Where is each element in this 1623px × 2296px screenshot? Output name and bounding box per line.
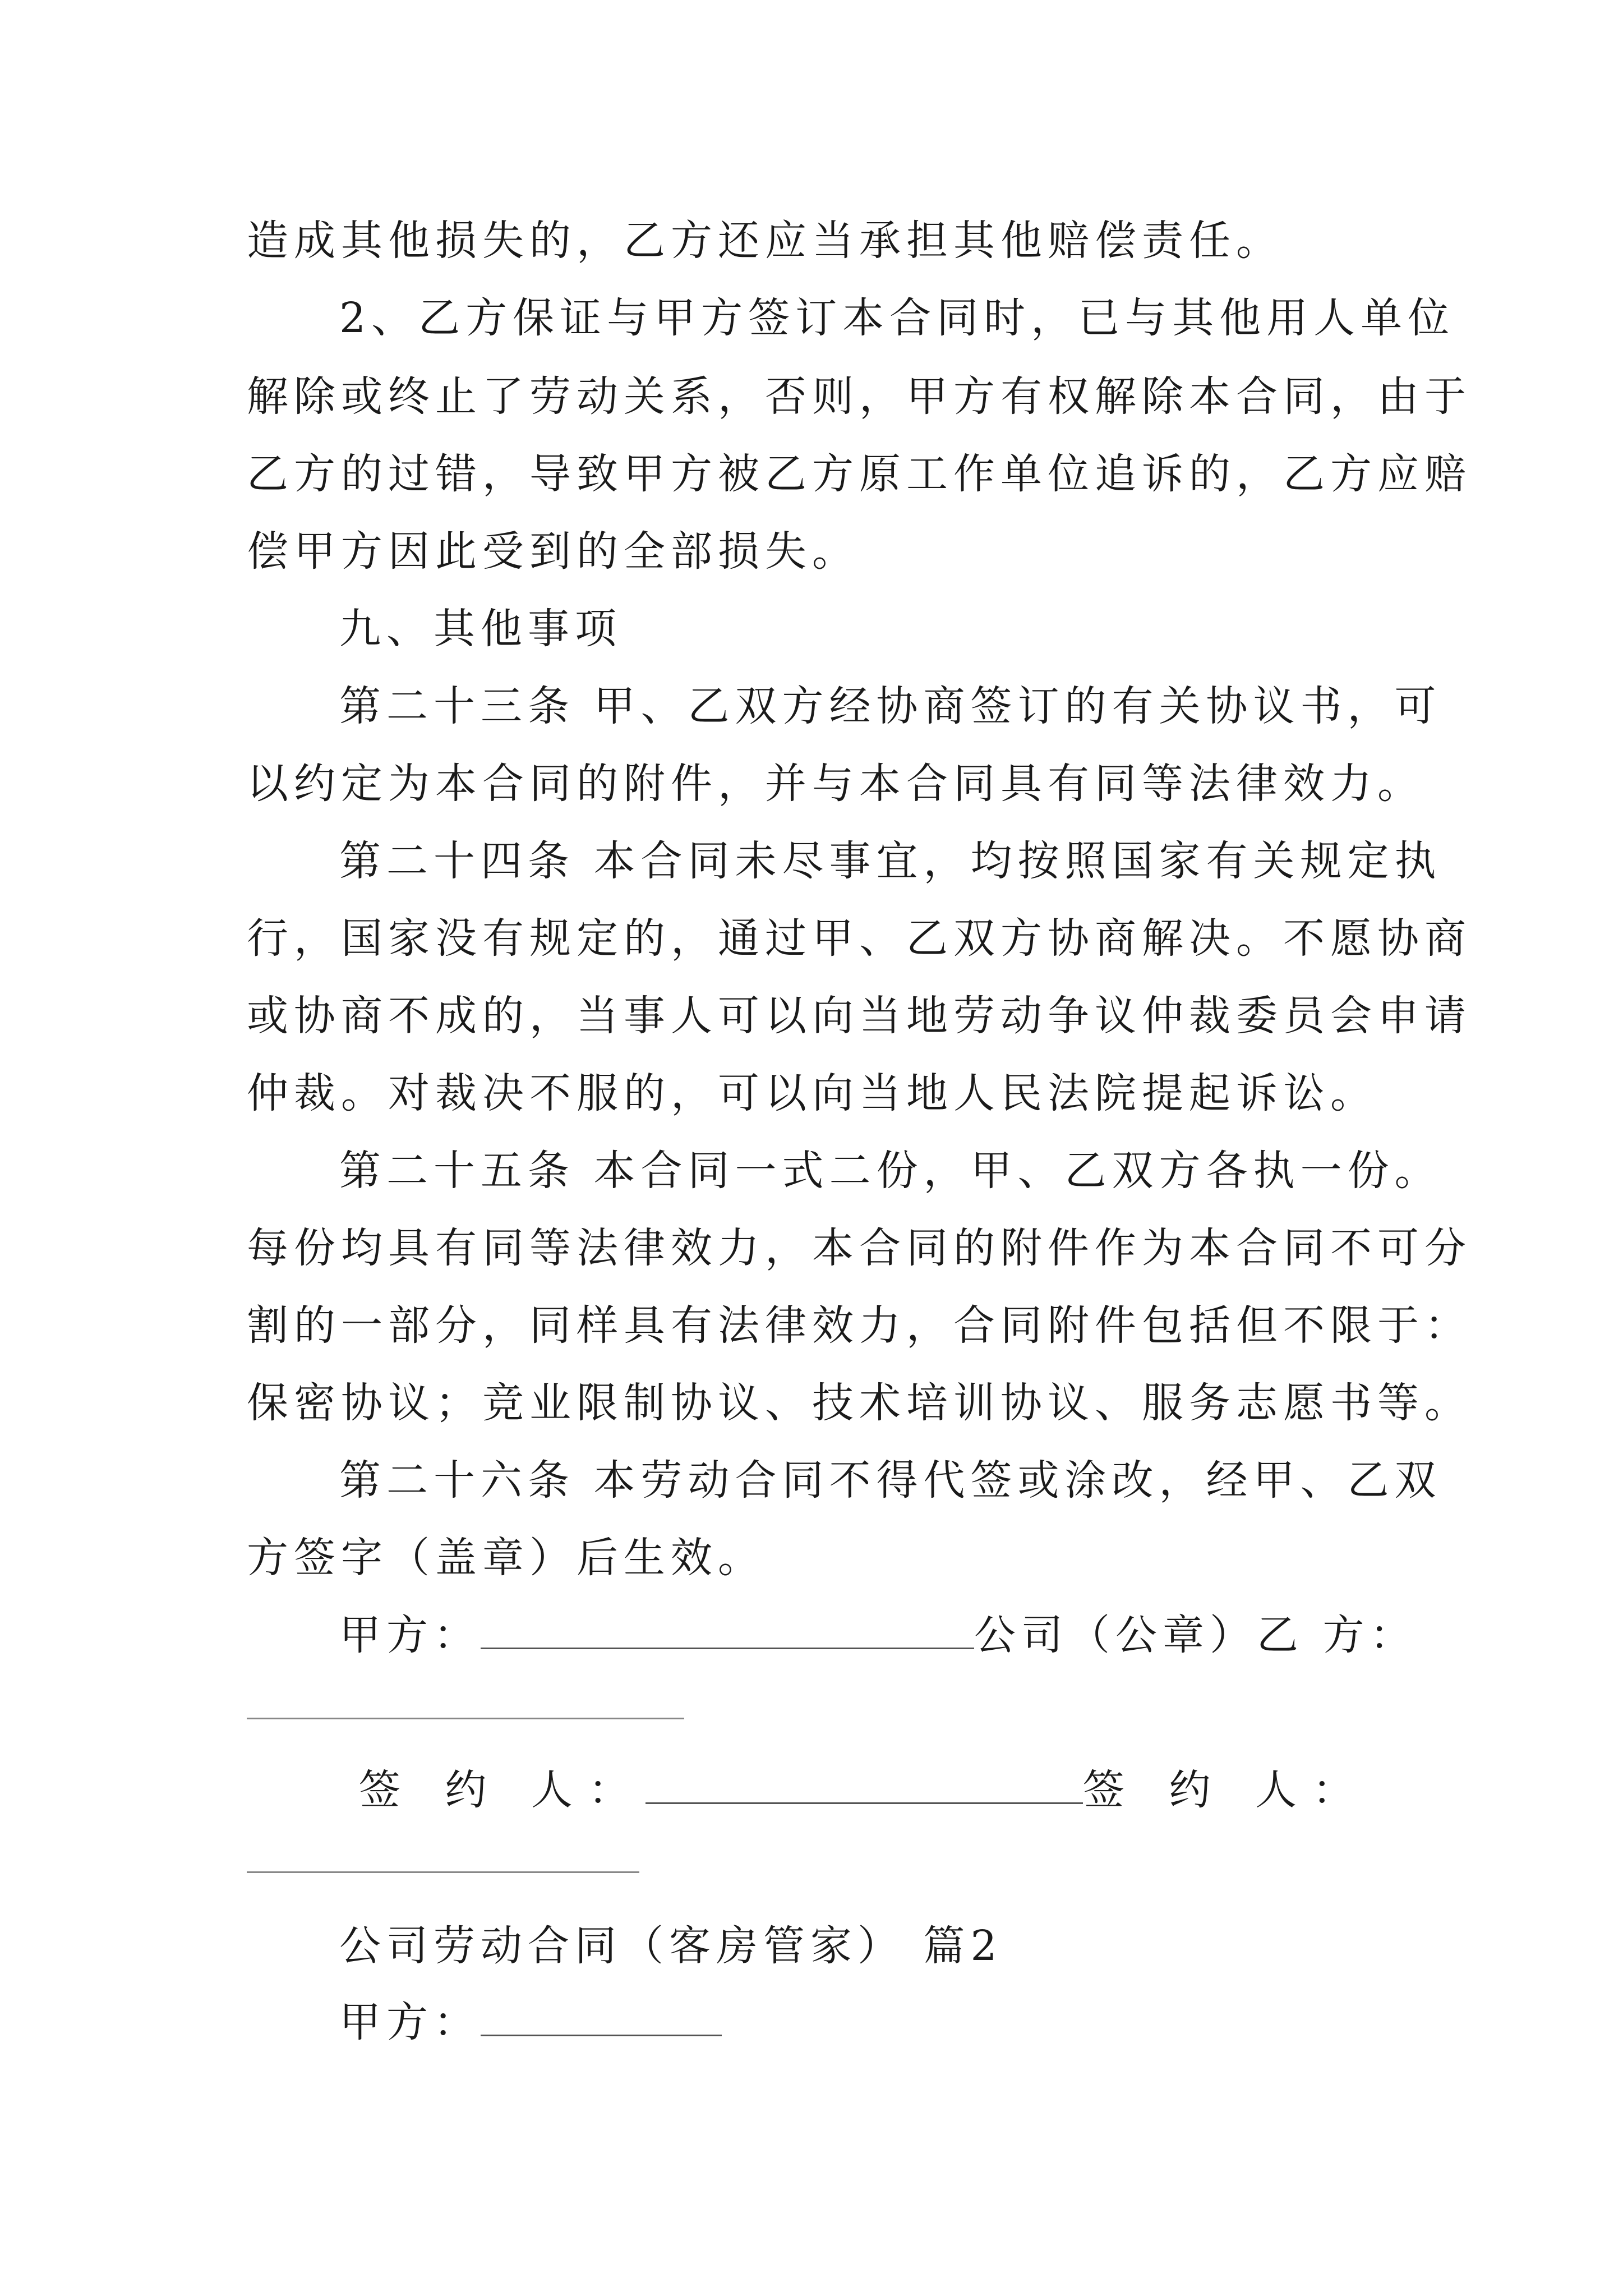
paragraph-line: 每份均具有同等法律效力，本合同的附件作为本合同不可分 [247, 1224, 1472, 1272]
second-party-a-blank [481, 2029, 722, 2036]
paragraph-line: 或协商不成的，当事人可以向当地劳动争议仲裁委员会申请 [247, 992, 1472, 1040]
paragraph-line: 方签字（盖章）后生效。 [247, 1534, 765, 1582]
paragraph-line: 割的一部分，同样具有法律效力，合同附件包括但不限于： [247, 1301, 1472, 1350]
paragraph-line: 仲裁。对裁决不服的，可以向当地人民法院提起诉讼。 [247, 1069, 1377, 1117]
signer-1-blank [645, 1797, 1083, 1804]
paragraph-line: 第二十四条 本合同未尽事宜，均按照国家有关规定执 [339, 837, 1442, 885]
party-a-label: 甲方： [339, 1611, 481, 1659]
signer-label-1: 签 约 人： [359, 1766, 646, 1814]
paragraph-line: 2、乙方保证与甲方签订本合同时，已与其他用人单位 [339, 294, 1455, 342]
signature-line-party-a [339, 1611, 1417, 1659]
paragraph-line: 偿甲方因此受到的全部损失。 [247, 527, 859, 576]
signer-2-blank [247, 1871, 639, 1873]
paragraph-line: 造成其他损失的，乙方还应当承担其他赔偿责任。 [247, 217, 1283, 265]
signer-label-2: 签 约 人： [1083, 1766, 1370, 1814]
signature-line-signers [359, 1766, 1370, 1814]
paragraph-line: 第二十五条 本合同一式二份，甲、乙双方各执一份。 [339, 1147, 1442, 1195]
paragraph-line: 第二十三条 甲、乙双方经协商签订的有关协议书，可 [339, 682, 1442, 730]
party-a-blank [481, 1642, 974, 1649]
party-a-suffix: 公司（公章）乙 方： [974, 1611, 1417, 1659]
second-contract-title: 公司劳动合同（客房管家） 篇2 [339, 1922, 1003, 1970]
paragraph-line: 行，国家没有规定的，通过甲、乙双方协商解决。不愿协商 [247, 914, 1472, 963]
paragraph-line: 以约定为本合同的附件，并与本合同具有同等法律效力。 [247, 760, 1424, 808]
section-heading: 九、其他事项 [339, 605, 622, 653]
paragraph-line: 解除或终止了劳动关系，否则，甲方有权解除本合同，由于 [247, 372, 1472, 421]
paragraph-line: 第二十六条 本劳动合同不得代签或涂改，经甲、乙双 [339, 1456, 1442, 1504]
paragraph-line: 乙方的过错，导致甲方被乙方原工作单位追诉的，乙方应赔 [247, 450, 1472, 498]
paragraph-line: 保密协议；竞业限制协议、技术培训协议、服务志愿书等。 [247, 1379, 1472, 1427]
party-b-blank [247, 1718, 684, 1719]
second-party-a-label: 甲方： [339, 1998, 481, 2046]
second-contract-party-a [339, 1998, 722, 2046]
